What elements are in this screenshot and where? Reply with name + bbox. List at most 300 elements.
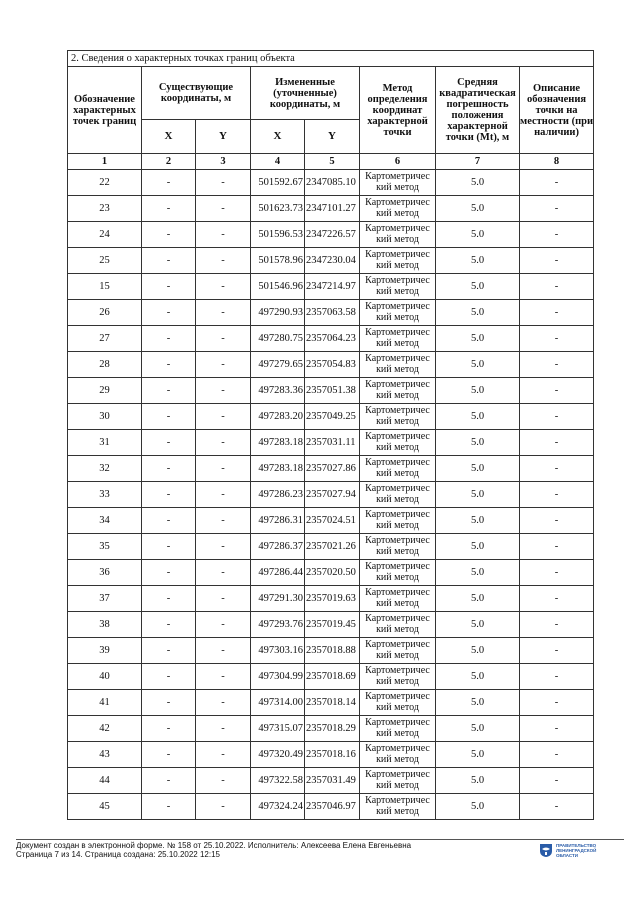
footer-line-2: Страница 7 из 14. Страница создана: 25.10.2022 12:15 (16, 850, 220, 859)
existing-x-cell: - (142, 456, 196, 482)
method-cell (360, 612, 436, 638)
table-row (68, 404, 594, 430)
error-cell: 5.0 (436, 222, 520, 248)
method-line-1: Картометричес (365, 613, 430, 624)
changed-y-cell: 2357064.23 (305, 326, 360, 352)
method-line-2: кий метод (376, 493, 419, 505)
changed-y-cell: 2357024.51 (305, 508, 360, 534)
table-row (68, 508, 594, 534)
method-cell (360, 300, 436, 326)
error-cell: 5.0 (436, 326, 520, 352)
existing-y-cell: - (196, 222, 251, 248)
changed-x-cell: 497324.24 (251, 794, 305, 820)
changed-y-cell: 2347230.04 (305, 248, 360, 274)
point-number-cell: 26 (68, 300, 142, 326)
changed-x-cell: 497290.93 (251, 300, 305, 326)
changed-y-cell: 2357021.26 (305, 534, 360, 560)
error-cell: 5.0 (436, 534, 520, 560)
error-cell: 5.0 (436, 742, 520, 768)
existing-y-cell: - (196, 586, 251, 612)
header-designation: Обозначение характерных точек границ (68, 67, 142, 154)
description-cell: - (520, 482, 594, 508)
existing-x-cell: - (142, 326, 196, 352)
description-cell: - (520, 274, 594, 300)
changed-y-cell: 2357018.14 (305, 690, 360, 716)
method-cell (360, 248, 436, 274)
table-row (68, 716, 594, 742)
table-row (68, 482, 594, 508)
description-cell: - (520, 456, 594, 482)
method-line-2: кий метод (376, 363, 419, 375)
point-number-cell: 37 (68, 586, 142, 612)
existing-y-cell: - (196, 534, 251, 560)
method-line-1: Картометричес (365, 743, 430, 754)
point-number-cell: 40 (68, 664, 142, 690)
changed-y-cell: 2357054.83 (305, 352, 360, 378)
method-line-1: Картометричес (365, 665, 430, 676)
description-cell: - (520, 326, 594, 352)
description-cell: - (520, 404, 594, 430)
method-cell (360, 716, 436, 742)
description-cell: - (520, 664, 594, 690)
existing-y-cell: - (196, 768, 251, 794)
point-number-cell: 35 (68, 534, 142, 560)
method-cell (360, 456, 436, 482)
header-changed-y: Y (305, 120, 360, 154)
changed-x-cell: 497286.23 (251, 482, 305, 508)
method-line-2: кий метод (376, 259, 419, 271)
method-cell (360, 378, 436, 404)
changed-y-cell: 2357018.69 (305, 664, 360, 690)
existing-y-cell: - (196, 430, 251, 456)
changed-y-cell: 2357051.38 (305, 378, 360, 404)
column-number: 1 (68, 154, 142, 170)
method-cell (360, 690, 436, 716)
header-error: Средняя квадратическая погрешность положения характерной точки (Mt), м (436, 67, 520, 154)
table-row (68, 352, 594, 378)
existing-x-cell: - (142, 170, 196, 196)
table-row (68, 768, 594, 794)
existing-x-cell: - (142, 794, 196, 820)
method-cell (360, 404, 436, 430)
changed-x-cell: 497283.18 (251, 430, 305, 456)
changed-y-cell: 2357063.58 (305, 300, 360, 326)
method-line-2: кий метод (376, 519, 419, 531)
changed-y-cell: 2357020.50 (305, 560, 360, 586)
method-line-2: кий метод (376, 285, 419, 297)
table-row (68, 534, 594, 560)
method-line-2: кий метод (376, 649, 419, 661)
method-line-2: кий метод (376, 415, 419, 427)
method-cell (360, 768, 436, 794)
method-cell (360, 274, 436, 300)
table-row (68, 690, 594, 716)
header-changed-coords: Измененные (уточненные) координаты, м (251, 67, 360, 120)
header-existing-coords: Существующие координаты, м (142, 67, 251, 120)
method-line-1: Картометричес (365, 353, 430, 364)
existing-y-cell: - (196, 248, 251, 274)
method-cell (360, 326, 436, 352)
footer-divider (16, 839, 624, 840)
error-cell: 5.0 (436, 170, 520, 196)
existing-x-cell: - (142, 612, 196, 638)
method-line-1: Картометричес (365, 769, 430, 780)
error-cell: 5.0 (436, 560, 520, 586)
table-row (68, 248, 594, 274)
point-number-cell: 42 (68, 716, 142, 742)
existing-x-cell: - (142, 534, 196, 560)
footer-line-1: Документ создан в электронной форме. № 158 от 25.10.2022. Исполнитель: Алексеева Елена Евгеньевна (16, 841, 412, 850)
existing-x-cell: - (142, 404, 196, 430)
method-line-1: Картометричес (365, 535, 430, 546)
logo-text (556, 843, 616, 858)
changed-y-cell: 2357027.86 (305, 456, 360, 482)
method-cell (360, 222, 436, 248)
existing-y-cell: - (196, 690, 251, 716)
point-number-cell: 30 (68, 404, 142, 430)
existing-x-cell: - (142, 768, 196, 794)
point-number-cell: 27 (68, 326, 142, 352)
point-number-cell: 15 (68, 274, 142, 300)
method-line-2: кий метод (376, 441, 419, 453)
method-line-2: кий метод (376, 727, 419, 739)
description-cell: - (520, 586, 594, 612)
point-number-cell: 41 (68, 690, 142, 716)
method-line-1: Картометричес (365, 691, 430, 702)
method-line-1: Картометричес (365, 561, 430, 572)
column-number: 4 (251, 154, 305, 170)
changed-y-cell: 2347101.27 (305, 196, 360, 222)
error-cell: 5.0 (436, 664, 520, 690)
method-cell (360, 430, 436, 456)
changed-y-cell: 2357018.16 (305, 742, 360, 768)
existing-y-cell: - (196, 482, 251, 508)
existing-y-cell: - (196, 508, 251, 534)
error-cell: 5.0 (436, 690, 520, 716)
description-cell: - (520, 768, 594, 794)
error-cell: 5.0 (436, 196, 520, 222)
method-line-1: Картометричес (365, 301, 430, 312)
method-cell (360, 508, 436, 534)
method-line-2: кий метод (376, 779, 419, 791)
error-cell: 5.0 (436, 248, 520, 274)
point-number-cell: 43 (68, 742, 142, 768)
existing-y-cell: - (196, 352, 251, 378)
existing-y-cell: - (196, 664, 251, 690)
description-cell: - (520, 612, 594, 638)
existing-y-cell: - (196, 794, 251, 820)
point-number-cell: 28 (68, 352, 142, 378)
footer-text (16, 841, 411, 859)
existing-y-cell: - (196, 300, 251, 326)
section-title: 2. Сведения о характерных точках границ объекта (68, 51, 594, 67)
changed-y-cell: 2357018.29 (305, 716, 360, 742)
changed-y-cell: 2347085.10 (305, 170, 360, 196)
error-cell: 5.0 (436, 482, 520, 508)
error-cell: 5.0 (436, 404, 520, 430)
logo-line-1: ПРАВИТЕЛЬСТВО (556, 843, 597, 848)
changed-x-cell: 497314.00 (251, 690, 305, 716)
error-cell: 5.0 (436, 300, 520, 326)
method-line-1: Картометричес (365, 249, 430, 260)
method-line-1: Картометричес (365, 509, 430, 520)
table-row (68, 456, 594, 482)
description-cell: - (520, 430, 594, 456)
header-description: Описание обозначения точки на местности (при наличии) (520, 67, 594, 154)
changed-x-cell: 501546.96 (251, 274, 305, 300)
point-number-cell: 32 (68, 456, 142, 482)
existing-x-cell: - (142, 430, 196, 456)
existing-y-cell: - (196, 326, 251, 352)
method-line-2: кий метод (376, 207, 419, 219)
changed-x-cell: 497293.76 (251, 612, 305, 638)
document-footer (16, 839, 616, 861)
changed-x-cell: 497322.58 (251, 768, 305, 794)
error-cell: 5.0 (436, 378, 520, 404)
table-row (68, 300, 594, 326)
method-line-2: кий метод (376, 675, 419, 687)
method-line-2: кий метод (376, 571, 419, 583)
government-logo (538, 841, 618, 861)
description-cell: - (520, 378, 594, 404)
point-number-cell: 31 (68, 430, 142, 456)
changed-x-cell: 501592.67 (251, 170, 305, 196)
method-cell (360, 196, 436, 222)
description-cell: - (520, 300, 594, 326)
method-cell (360, 794, 436, 820)
method-cell (360, 586, 436, 612)
method-line-1: Картометричес (365, 587, 430, 598)
method-line-1: Картометричес (365, 639, 430, 650)
table-row (68, 222, 594, 248)
existing-x-cell: - (142, 560, 196, 586)
method-line-2: кий метод (376, 753, 419, 765)
method-cell (360, 482, 436, 508)
table-row (68, 638, 594, 664)
method-line-2: кий метод (376, 623, 419, 635)
point-number-cell: 23 (68, 196, 142, 222)
changed-x-cell: 497286.31 (251, 508, 305, 534)
changed-x-cell: 501596.53 (251, 222, 305, 248)
existing-x-cell: - (142, 274, 196, 300)
existing-x-cell: - (142, 586, 196, 612)
changed-y-cell: 2357031.11 (305, 430, 360, 456)
error-cell: 5.0 (436, 768, 520, 794)
existing-x-cell: - (142, 196, 196, 222)
method-line-2: кий метод (376, 597, 419, 609)
point-number-cell: 45 (68, 794, 142, 820)
point-number-cell: 29 (68, 378, 142, 404)
header-existing-y: Y (196, 120, 251, 154)
description-cell: - (520, 638, 594, 664)
existing-y-cell: - (196, 456, 251, 482)
changed-y-cell: 2347226.57 (305, 222, 360, 248)
description-cell: - (520, 794, 594, 820)
error-cell: 5.0 (436, 638, 520, 664)
column-number: 3 (196, 154, 251, 170)
existing-y-cell: - (196, 612, 251, 638)
point-number-cell: 33 (68, 482, 142, 508)
method-line-1: Картометричес (365, 717, 430, 728)
method-line-2: кий метод (376, 701, 419, 713)
changed-x-cell: 497291.30 (251, 586, 305, 612)
table-row (68, 560, 594, 586)
error-cell: 5.0 (436, 508, 520, 534)
point-number-cell: 34 (68, 508, 142, 534)
column-number: 5 (305, 154, 360, 170)
changed-x-cell: 497283.36 (251, 378, 305, 404)
existing-x-cell: - (142, 508, 196, 534)
method-line-2: кий метод (376, 467, 419, 479)
table-row (68, 586, 594, 612)
method-cell (360, 742, 436, 768)
method-cell (360, 170, 436, 196)
column-number: 6 (360, 154, 436, 170)
method-line-2: кий метод (376, 545, 419, 557)
existing-x-cell: - (142, 300, 196, 326)
method-cell (360, 352, 436, 378)
changed-x-cell: 501623.73 (251, 196, 305, 222)
method-cell (360, 534, 436, 560)
existing-y-cell: - (196, 742, 251, 768)
point-number-cell: 36 (68, 560, 142, 586)
existing-y-cell: - (196, 404, 251, 430)
existing-y-cell: - (196, 196, 251, 222)
method-line-1: Картометричес (365, 483, 430, 494)
existing-x-cell: - (142, 638, 196, 664)
point-number-cell: 24 (68, 222, 142, 248)
changed-y-cell: 2357019.45 (305, 612, 360, 638)
changed-x-cell: 497283.20 (251, 404, 305, 430)
description-cell: - (520, 742, 594, 768)
method-line-1: Картометричес (365, 379, 430, 390)
existing-x-cell: - (142, 482, 196, 508)
point-number-cell: 22 (68, 170, 142, 196)
table-row (68, 196, 594, 222)
method-line-2: кий метод (376, 233, 419, 245)
existing-x-cell: - (142, 378, 196, 404)
existing-x-cell: - (142, 248, 196, 274)
error-cell: 5.0 (436, 456, 520, 482)
method-line-1: Картометричес (365, 171, 430, 182)
changed-y-cell: 2357031.49 (305, 768, 360, 794)
method-line-2: кий метод (376, 311, 419, 323)
points-table (67, 50, 594, 820)
error-cell: 5.0 (436, 612, 520, 638)
coat-of-arms-icon (538, 842, 554, 858)
changed-y-cell: 2347214.97 (305, 274, 360, 300)
logo-line-3: ОБЛАСТИ (556, 853, 579, 858)
method-line-2: кий метод (376, 337, 419, 349)
error-cell: 5.0 (436, 586, 520, 612)
changed-x-cell: 497286.44 (251, 560, 305, 586)
point-number-cell: 25 (68, 248, 142, 274)
method-line-1: Картометричес (365, 795, 430, 806)
point-number-cell: 39 (68, 638, 142, 664)
table-row (68, 664, 594, 690)
table-row (68, 326, 594, 352)
error-cell: 5.0 (436, 352, 520, 378)
existing-x-cell: - (142, 222, 196, 248)
table-row (68, 430, 594, 456)
method-line-1: Картометричес (365, 457, 430, 468)
method-line-1: Картометричес (365, 223, 430, 234)
method-line-1: Картометричес (365, 197, 430, 208)
existing-y-cell: - (196, 274, 251, 300)
description-cell: - (520, 560, 594, 586)
column-number: 8 (520, 154, 594, 170)
changed-y-cell: 2357046.97 (305, 794, 360, 820)
changed-y-cell: 2357019.63 (305, 586, 360, 612)
description-cell: - (520, 534, 594, 560)
existing-y-cell: - (196, 170, 251, 196)
description-cell: - (520, 170, 594, 196)
method-line-1: Картометричес (365, 275, 430, 286)
existing-y-cell: - (196, 560, 251, 586)
column-number: 7 (436, 154, 520, 170)
logo-line-2: ЛЕНИНГРАДСКОЙ (556, 848, 597, 853)
changed-y-cell: 2357049.25 (305, 404, 360, 430)
existing-x-cell: - (142, 352, 196, 378)
description-cell: - (520, 508, 594, 534)
header-existing-x: X (142, 120, 196, 154)
changed-x-cell: 501578.96 (251, 248, 305, 274)
table-row (68, 274, 594, 300)
error-cell: 5.0 (436, 794, 520, 820)
description-cell: - (520, 690, 594, 716)
method-cell (360, 664, 436, 690)
error-cell: 5.0 (436, 274, 520, 300)
method-line-1: Картометричес (365, 405, 430, 416)
header-changed-x: X (251, 120, 305, 154)
header-method: Метод определения координат характерной точки (360, 67, 436, 154)
description-cell: - (520, 196, 594, 222)
description-cell: - (520, 716, 594, 742)
changed-x-cell: 497280.75 (251, 326, 305, 352)
existing-y-cell: - (196, 378, 251, 404)
changed-y-cell: 2357018.88 (305, 638, 360, 664)
existing-x-cell: - (142, 716, 196, 742)
existing-x-cell: - (142, 664, 196, 690)
changed-x-cell: 497315.07 (251, 716, 305, 742)
error-cell: 5.0 (436, 430, 520, 456)
changed-x-cell: 497283.18 (251, 456, 305, 482)
point-number-cell: 38 (68, 612, 142, 638)
changed-x-cell: 497320.49 (251, 742, 305, 768)
changed-y-cell: 2357027.94 (305, 482, 360, 508)
changed-x-cell: 497304.99 (251, 664, 305, 690)
table-row (68, 378, 594, 404)
changed-x-cell: 497303.16 (251, 638, 305, 664)
existing-y-cell: - (196, 638, 251, 664)
column-number: 2 (142, 154, 196, 170)
method-line-1: Картометричес (365, 327, 430, 338)
document-sheet (67, 50, 594, 817)
method-line-2: кий метод (376, 805, 419, 817)
table-row (68, 612, 594, 638)
description-cell: - (520, 352, 594, 378)
description-cell: - (520, 222, 594, 248)
existing-x-cell: - (142, 742, 196, 768)
method-line-2: кий метод (376, 181, 419, 193)
method-line-2: кий метод (376, 389, 419, 401)
existing-y-cell: - (196, 716, 251, 742)
changed-x-cell: 497279.65 (251, 352, 305, 378)
table-row (68, 170, 594, 196)
point-number-cell: 44 (68, 768, 142, 794)
table-row (68, 742, 594, 768)
method-line-1: Картометричес (365, 431, 430, 442)
